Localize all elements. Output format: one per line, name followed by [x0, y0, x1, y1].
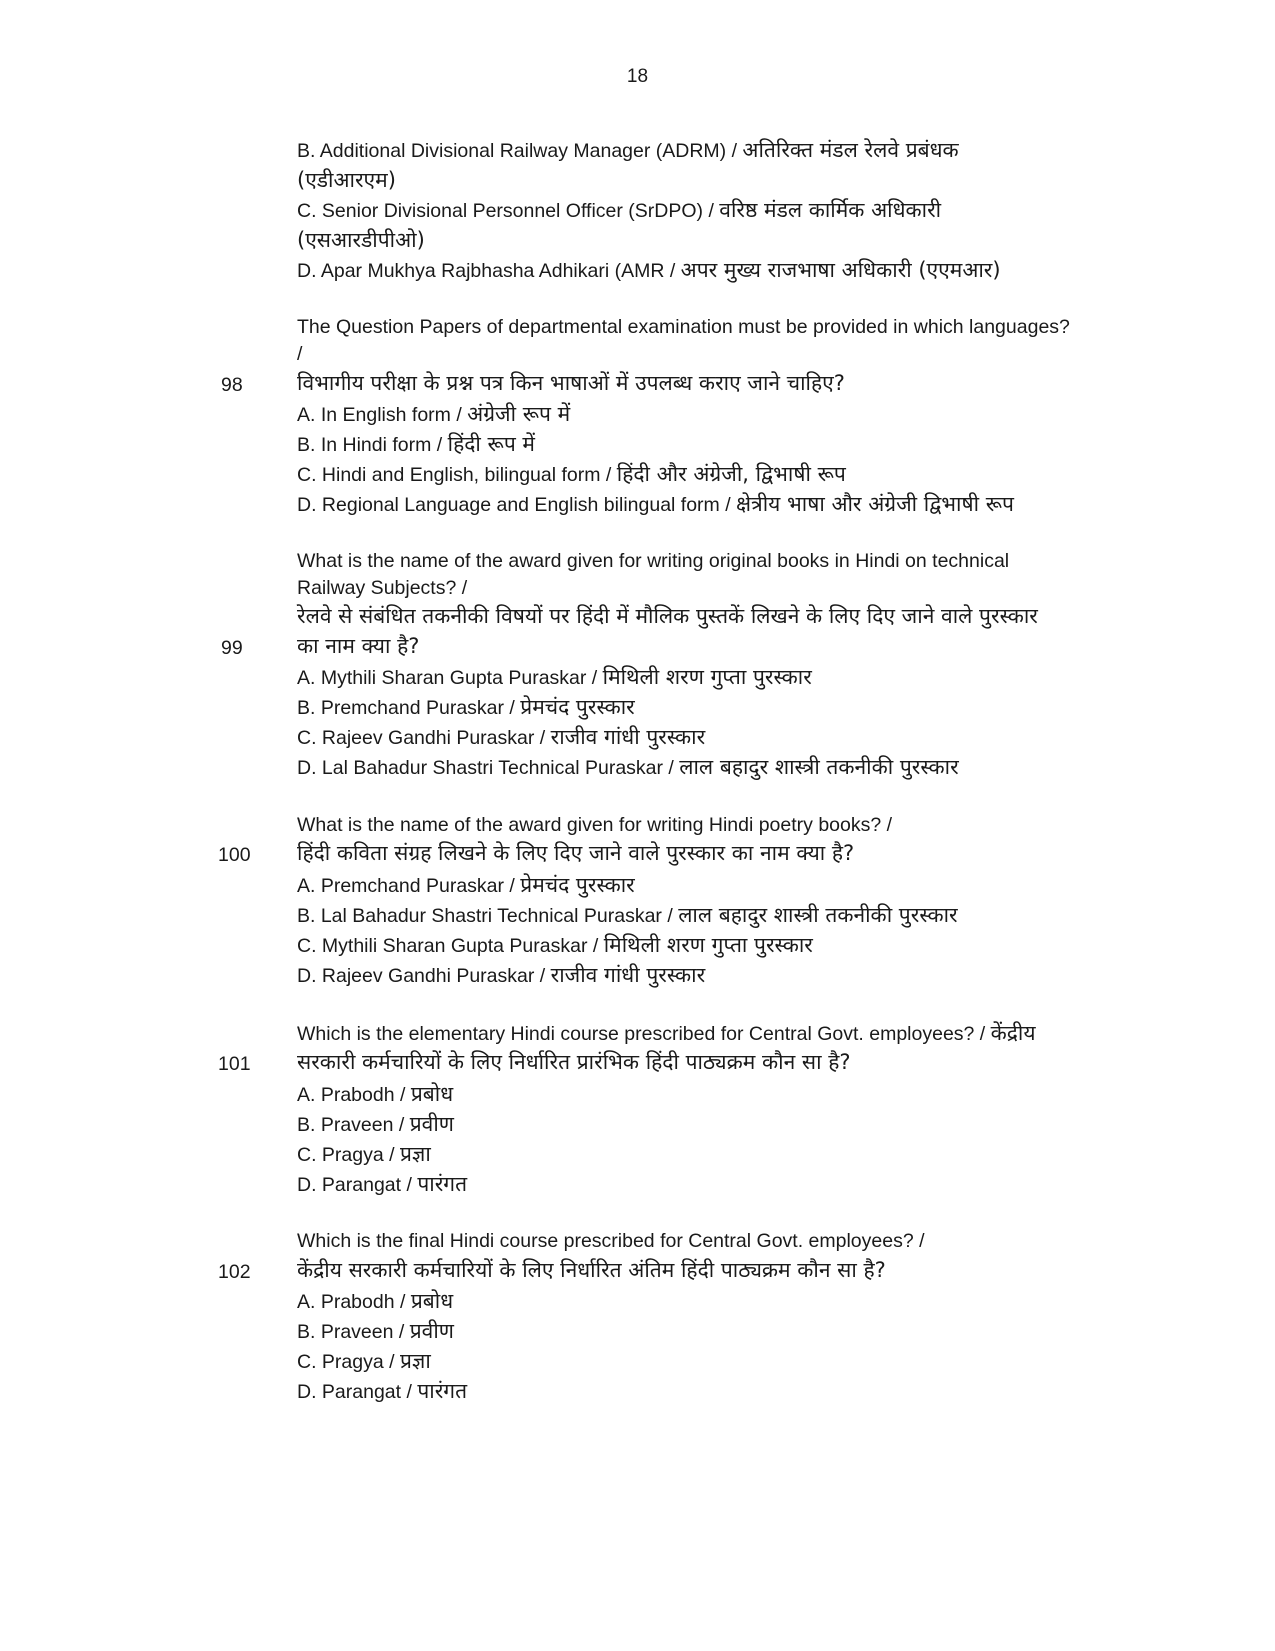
option-d: D. Parangat / पारंगत — [297, 1379, 468, 1403]
option-b: B. Additional Divisional Railway Manager (ADRM) / अतिरिक्त मंडल रेलवे प्रबंधक — [297, 138, 959, 162]
option-b: B. In Hindi form / हिंदी रूप में — [297, 432, 535, 456]
question-text-en: What is the name of the award given for writing original books in Hindi on technical — [297, 550, 1010, 572]
option-c: C. Mythili Sharan Gupta Puraskar / मिथिली शरण गुप्ता पुरस्कार — [297, 933, 813, 957]
option-a: A. Premchand Puraskar / प्रेमचंद पुरस्कार — [297, 873, 635, 897]
option-b-continued: (एडीआरएम) — [297, 168, 396, 192]
question-number: 99 — [221, 637, 243, 659]
option-c: C. Rajeev Gandhi Puraskar / राजीव गांधी पुरस्कार — [297, 725, 706, 749]
option-d: D. Regional Language and English bilingual form / क्षेत्रीय भाषा और अंग्रेजी द्विभाषी रूप — [297, 492, 1014, 516]
question-text-hi: रेलवे से संबंधित तकनीकी विषयों पर हिंदी में मौलिक पुस्तकें लिखने के लिए दिए जाने वाले पुरस्कार — [297, 604, 1038, 628]
question-text-hi-cont: का नाम क्या है? — [297, 634, 420, 658]
question-text-hi: सरकारी कर्मचारियों के लिए निर्धारित प्रारंभिक हिंदी पाठ्यक्रम कौन सा है? — [297, 1050, 851, 1074]
question-number: 100 — [218, 844, 251, 866]
option-c: C. Senior Divisional Personnel Officer (SrDPO) / वरिष्ठ मंडल कार्मिक अधिकारी — [297, 198, 942, 222]
option-d: D. Rajeev Gandhi Puraskar / राजीव गांधी पुरस्कार — [297, 963, 706, 987]
question-text-en: Which is the final Hindi course prescribed for Central Govt. employees? / — [297, 1230, 925, 1252]
question-text-hi: हिंदी कविता संग्रह लिखने के लिए दिए जाने वाले पुरस्कार का नाम क्या है? — [297, 841, 855, 865]
option-b: B. Premchand Puraskar / प्रेमचंद पुरस्कार — [297, 695, 635, 719]
option-c: C. Pragya / प्रज्ञा — [297, 1349, 431, 1373]
option-a: A. Mythili Sharan Gupta Puraskar / मिथिली शरण गुप्ता पुरस्कार — [297, 665, 812, 689]
question-number: 101 — [218, 1053, 251, 1075]
question-text-en: What is the name of the award given for writing Hindi poetry books? / — [297, 814, 893, 836]
question-number: 98 — [221, 374, 243, 396]
question-text-en-cont: / — [297, 343, 303, 365]
page-number: 18 — [626, 66, 649, 87]
option-c: C. Hindi and English, bilingual form / हिंदी और अंग्रेजी, द्विभाषी रूप — [297, 462, 846, 486]
question-text-en: Which is the elementary Hindi course prescribed for Central Govt. employees? / केंद्रीय — [297, 1021, 1036, 1045]
question-text-hi: विभागीय परीक्षा के प्रश्न पत्र किन भाषाओं में उपलब्ध कराए जाने चाहिए? — [297, 371, 845, 395]
question-text-hi: केंद्रीय सरकारी कर्मचारियों के लिए निर्धारित अंतिम हिंदी पाठ्यक्रम कौन सा है? — [297, 1258, 886, 1282]
option-a: A. Prabodh / प्रबोध — [297, 1082, 454, 1106]
option-c: C. Pragya / प्रज्ञा — [297, 1142, 431, 1166]
option-d: D. Lal Bahadur Shastri Technical Puraskar / लाल बहादुर शास्त्री तकनीकी पुरस्कार — [297, 755, 959, 779]
option-b: B. Praveen / प्रवीण — [297, 1112, 454, 1136]
question-text-en-cont: Railway Subjects? / — [297, 577, 468, 599]
option-d: D. Parangat / पारंगत — [297, 1172, 468, 1196]
option-b: B. Lal Bahadur Shastri Technical Puraskar / लाल बहादुर शास्त्री तकनीकी पुरस्कार — [297, 903, 958, 927]
question-number: 102 — [218, 1261, 251, 1283]
option-d: D. Apar Mukhya Rajbhasha Adhikari (AMR / अपर मुख्य राजभाषा अधिकारी (एएमआर) — [297, 258, 1001, 282]
option-a: A. In English form / अंग्रेजी रूप में — [297, 402, 571, 426]
question-text-en: The Question Papers of departmental examination must be provided in which languages? — [297, 316, 1070, 338]
option-a: A. Prabodh / प्रबोध — [297, 1289, 454, 1313]
option-b: B. Praveen / प्रवीण — [297, 1319, 454, 1343]
option-c-continued: (एसआरडीपीओ) — [297, 228, 425, 252]
